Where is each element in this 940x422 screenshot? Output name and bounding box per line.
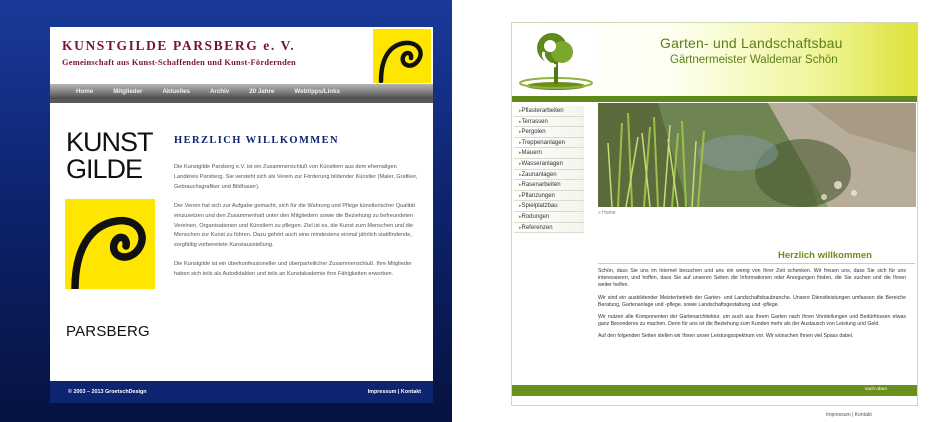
kunstgilde-nav: [50, 84, 433, 99]
back-to-top-link[interactable]: nach oben: [864, 387, 887, 392]
nav-item-20-jahre[interactable]: 20 Jahre: [249, 88, 275, 95]
menu-item-spielplatzbau[interactable]: ▸ Spielplatzbau: [514, 201, 584, 212]
breadcrumb[interactable]: » Home: [598, 210, 616, 216]
garten-page: [511, 22, 918, 406]
kunstgilde-page: [50, 27, 433, 403]
kunstgilde-paragraph: Die Kunstgilde ist ein überkonfessioneller und überparteilicher Zusammenschluß. Ihre Mitglieder haben sich teils als Autodidakten und teils an Kunstakademie ihre Fähigkeiten erworben.: [174, 261, 412, 278]
kunstgilde-header: [50, 27, 433, 83]
garten-header: [512, 23, 917, 96]
menu-item-pflanzungen[interactable]: ▸ Pflanzungen: [514, 191, 584, 202]
garten-paragraph: Auf den folgenden Seiten stellen wir Ihnen unser Leistungsspektrum vor. Wir wünschen Ihnen viel Spass dabei.: [598, 333, 854, 340]
garten-sidebar-menu: [514, 106, 584, 233]
garten-title: Garten- und Landschaftsbau: [660, 35, 843, 51]
nav-item-archiv[interactable]: Archiv: [209, 88, 230, 95]
nav-item-webtipps[interactable]: Webtipps/Links: [294, 88, 340, 95]
kunstgilde-title: KUNSTGILDE PARSBERG e. V.: [62, 38, 296, 53]
garten-bottom-bar: [512, 385, 917, 396]
garten-paragraph: Wir sind ein ausbildender Meisterbetrieb der Garten- und Landschaftsbaubranche. Unsere Dienstleistungen umfassen die Bereiche Beratung, Gartenanlage und -pflege, sowie Landschaftsgestaltung und -pflege.: [598, 294, 906, 308]
menu-item-zaunanlagen[interactable]: ▸ Zaunanlagen: [514, 170, 584, 181]
footer-links[interactable]: Impressum | Kontakt: [367, 389, 421, 395]
menu-item-mauern[interactable]: ▸ Mauern: [514, 148, 584, 159]
kunstgilde-heading: HERZLICH WILLKOMMEN: [174, 135, 339, 146]
big-spiral-icon: [65, 199, 155, 289]
logo-text-gilde: GILDE: [66, 154, 143, 184]
nav-underline: [50, 99, 433, 103]
nav-item-aktuelles[interactable]: Aktuelles: [162, 88, 190, 95]
menu-item-rodungen[interactable]: ▸ Rodungen: [514, 212, 584, 223]
kunstgilde-big-logo: [64, 129, 156, 347]
garten-paragraph: Wir nutzen alle Komponenten der Gartenarchitektur, um auch aus Ihrem Garten nach Ihren Vorstellungen und Bedürfnissen etwas ganz Besonderes zu machen. Denn für uns ist die Beziehung zum Kunden mehr als der Austausch von Leistung und Geld.: [598, 314, 906, 328]
logo-text-kunst: KUNST: [66, 127, 153, 157]
kunstgilde-content: [174, 135, 420, 289]
kunstgilde-footer: [50, 381, 433, 403]
menu-item-pergolen[interactable]: ▸ Pergolen: [514, 127, 584, 138]
garten-paragraph: Schön, dass Sie uns im Internet besuchen und uns ein wenig von Ihrer Zeit schenken. Wir freuen uns, dass Sie sich für uns interessieren, und hoffen, dass Sie auf unseren Seiten die Informationen oder Anregungen finden, die Sie suchen und die Ihnen weiter helfen.: [598, 268, 906, 289]
tree-logo-icon[interactable]: [516, 26, 596, 93]
heading-divider: [598, 263, 915, 264]
logo-text-parsberg: PARSBERG: [66, 323, 150, 340]
kunstgilde-paragraph: Die Kunstgilde Parsberg e.V. ist ein Zusammenschluß von Künstlern aus dem ehemaligen Landkreis Parsberg. Sie versteht sich als Verein zur Förderung bildender Künstler (Maler, Grafiker, Gebrauchsgrafiker und Bildhauer).: [174, 164, 418, 190]
menu-item-referenzen[interactable]: ▸ Referenzen: [514, 223, 584, 234]
menu-item-pflasterarbeiten[interactable]: ▸ Pflasterarbeiten: [514, 106, 584, 117]
menu-item-terrassen[interactable]: ▸ Terrassen: [514, 117, 584, 128]
menu-item-rasenarbeiten[interactable]: ▸ Rasenarbeiten: [514, 180, 584, 191]
nav-item-home[interactable]: Home: [76, 88, 94, 95]
menu-item-wasseranlagen[interactable]: ▸ Wasseranlagen: [514, 159, 584, 170]
kunstgilde-paragraph: Der Verein hat sich zur Aufgabe gemacht, sich für die Wahrung und Pflege künstlerischer Qualität einzusetzen und den Zusammenhalt unter den Mitgliedern sowie die Beziehung zu befreundeten Vereinen, Organisationen und Künstlern zu pflegen. Ziel ist es, die Kunst zum Menschen und die Menschen zur Kunst zu führen. Dazu gehört auch eine mindestens einmal jährlich stattfindende, sorgfältig vorbereitete Kunstausstellung.: [174, 202, 416, 249]
garten-heading: Herzlich willkommen: [778, 250, 872, 261]
garten-subtitle: Gärtnermeister Waldemar Schön: [670, 54, 838, 66]
nav-item-mitglieder[interactable]: Mitglieder: [113, 88, 143, 95]
kunstgilde-subtitle: Gemeinschaft aus Kunst-Schaffenden und Kunst-Fördernden: [62, 58, 296, 67]
garden-pond-photo: [598, 103, 916, 207]
garten-content: [598, 268, 906, 346]
menu-item-treppenanlagen[interactable]: ▸ Treppenanlagen: [514, 138, 584, 149]
garten-footer-links[interactable]: Impressum | Kontakt: [826, 412, 872, 418]
header-stripe: [512, 96, 917, 102]
footer-copyright: © 2003 – 2013 GroetschDesign: [68, 389, 147, 395]
spiral-logo-icon[interactable]: [373, 29, 431, 83]
